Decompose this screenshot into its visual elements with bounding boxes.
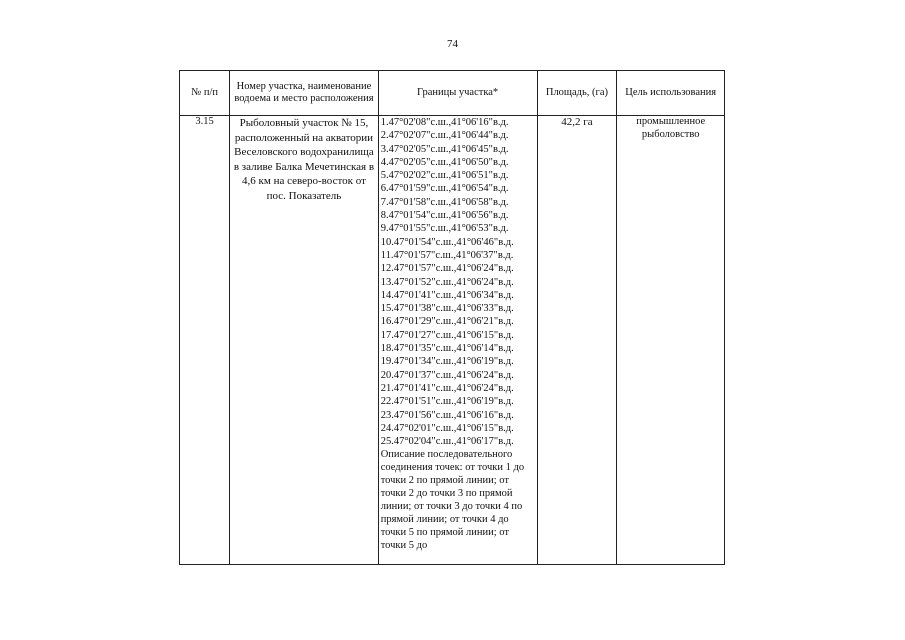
coordinate-point: 6.47°01'59"с.ш.,41°06'54"в.д. (380, 183, 509, 195)
coordinate-point: 1.47°02'08"с.ш.,41°06'16"в.д. (380, 117, 509, 128)
coordinate-point: 19.47°01'34"с.ш.,41°06'19"в.д. (380, 356, 514, 368)
coordinate-point: 2.47°02'07"с.ш.,41°06'44"в.д. (380, 130, 509, 142)
coordinate-point: 11.47°01'57"с.ш.,41°06'37"в.д. (380, 249, 514, 261)
coordinate-point: 8.47°01'54"с.ш.,41°06'56"в.д. (380, 210, 509, 222)
cell-area: 42,2 га (537, 116, 617, 565)
coordinate-point: 7.47°01'58"с.ш.,41°06'58"в.д. (380, 196, 509, 208)
page-number: 74 (447, 38, 458, 50)
cell-num: 3.15 (180, 116, 230, 565)
coordinate-point: 14.47°01'41"с.ш.,41°06'34"в.д. (380, 289, 514, 301)
coordinate-point: 22.47°01'51"с.ш.,41°06'19"в.д. (380, 396, 514, 408)
table-row (180, 116, 725, 565)
coordinate-point: 16.47°01'29"с.ш.,41°06'21"в.д. (380, 316, 514, 328)
coordinate-point: 13.47°01'52"с.ш.,41°06'24"в.д. (380, 276, 514, 288)
coordinate-point: 3.47°02'05"с.ш.,41°06'45"в.д. (380, 143, 509, 155)
coordinate-point: 25.47°02'04"с.ш.,41°06'17"в.д. (380, 436, 514, 448)
fishing-areas-table (179, 70, 725, 565)
coordinate-point: 24.47°02'01"с.ш.,41°06'15"в.д. (380, 422, 514, 434)
coordinate-list (381, 116, 535, 448)
cell-purpose: промышленное рыболовство (617, 116, 725, 565)
coordinate-point: 5.47°02'02"с.ш.,41°06'51"в.д. (380, 170, 509, 182)
coordinate-point: 18.47°01'35"с.ш.,41°06'14"в.д. (380, 343, 514, 355)
header-area: Площадь, (га) (537, 71, 617, 116)
coordinate-point: 12.47°01'57"с.ш.,41°06'24"в.д. (380, 263, 514, 275)
coordinate-point: 17.47°01'27"с.ш.,41°06'15"в.д. (380, 329, 514, 341)
cell-bounds (378, 116, 537, 565)
coordinate-point: 21.47°01'41"с.ш.,41°06'24"в.д. (380, 382, 514, 394)
header-num: № п/п (180, 71, 230, 116)
coordinate-point: 4.47°02'05"с.ш.,41°06'50"в.д. (380, 156, 509, 168)
table-header-row (180, 71, 725, 116)
cell-name: Рыболовный участок № 15, расположенный на акватории Веселовского водохранилища в заливе Балка Мечетинская в 4,6 км на северо-восток от пос. Показатель (230, 116, 379, 565)
coordinate-point: 10.47°01'54"с.ш.,41°06'46"в.д. (380, 236, 514, 248)
coordinate-point: 20.47°01'37"с.ш.,41°06'24"в.д. (380, 369, 514, 381)
header-purpose: Цель использования (617, 71, 725, 116)
connection-description: Описание последовательного соединения точек: от точки 1 до точки 2 по прямой линии; от точки 2 до точки 3 по прямой линии; от точки 3 до точки 4 по прямой линии; от точки 4 до точки 5 по прямой линии; от точки 5 до (380, 449, 525, 552)
coordinate-point: 15.47°01'38"с.ш.,41°06'33"в.д. (380, 303, 514, 315)
header-bounds: Границы участка* (378, 71, 537, 116)
coordinate-point: 9.47°01'55"с.ш.,41°06'53"в.д. (380, 223, 509, 235)
header-name: Номер участка, наименование водоема и место расположения (230, 71, 379, 116)
coordinate-point: 23.47°01'56"с.ш.,41°06'16"в.д. (380, 409, 514, 421)
